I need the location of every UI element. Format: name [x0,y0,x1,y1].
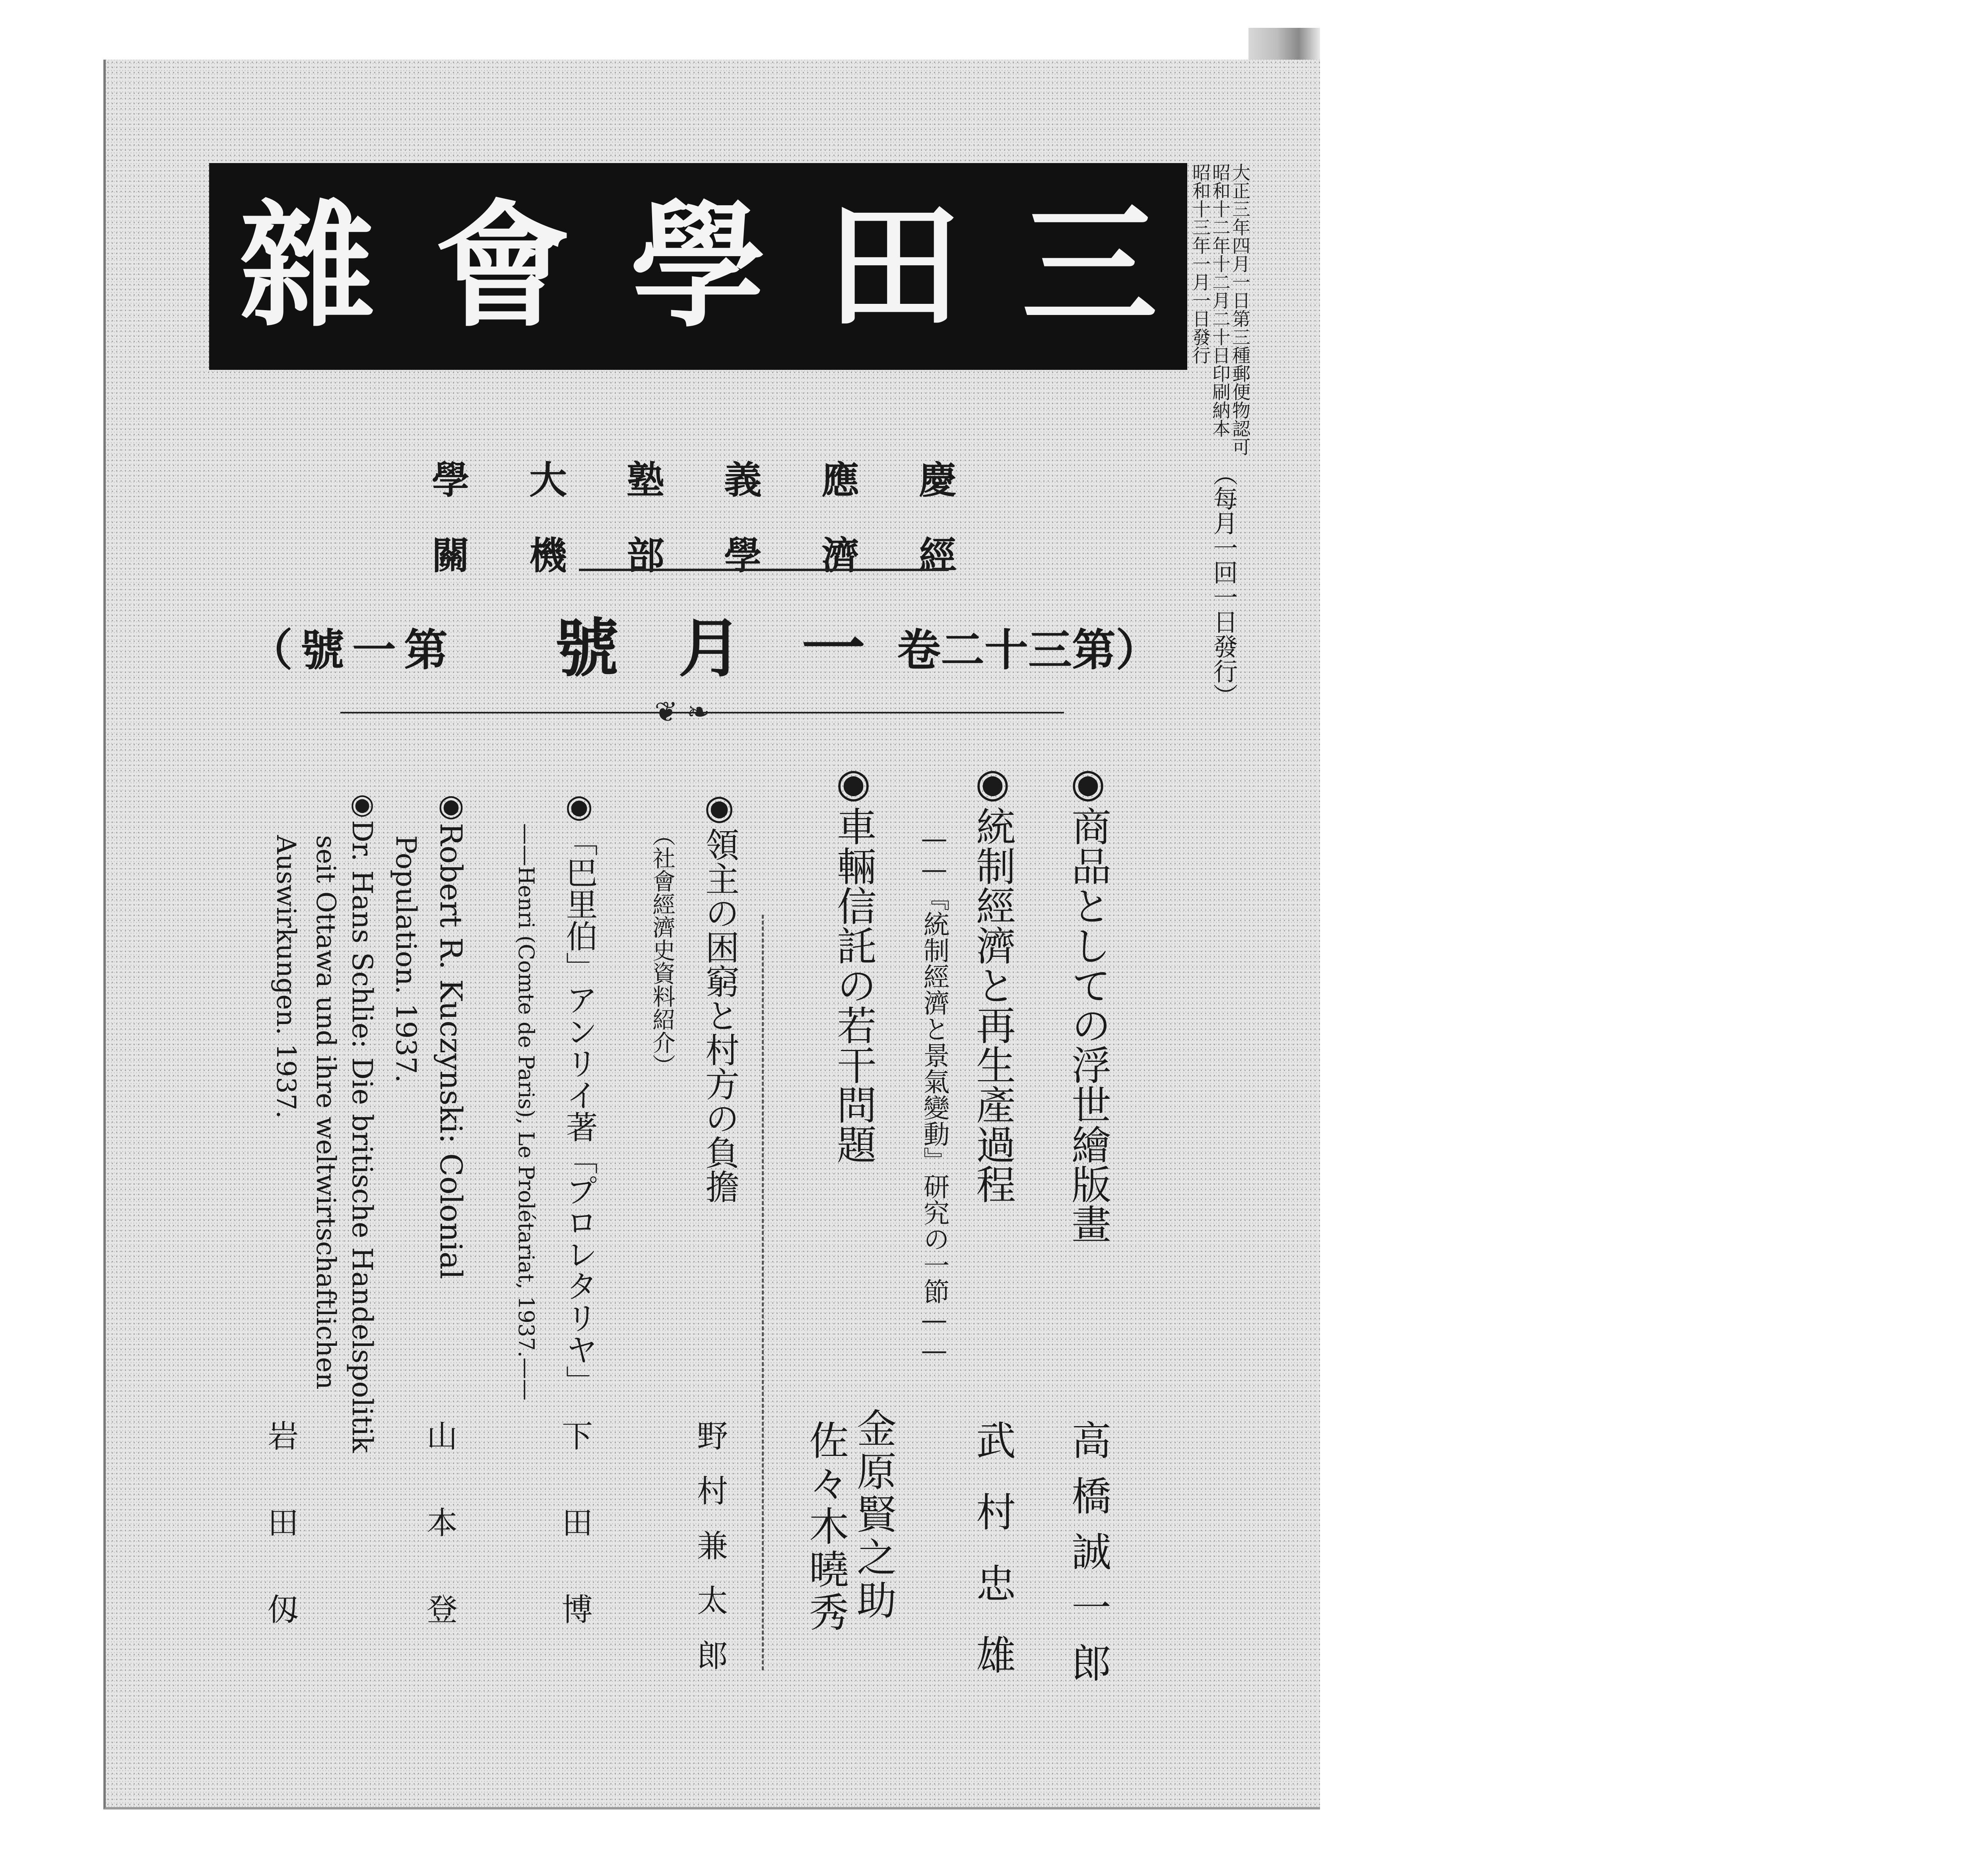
registration-line-2: 昭和十二年十二月二十日印刷納本 [1209,163,1231,437]
masthead-char: 雜 [239,187,375,346]
contents-subtitle-4: （社會經濟史資料紹介） [648,823,676,1077]
magazine-cover [103,60,1320,1809]
masthead [209,163,1187,370]
contents-subtitle-7a: seit Ottawa und ihre weltwirtschaftlichen [311,835,341,1390]
masthead-char: 三 [1022,187,1157,346]
contents-author-2: 武村忠雄 [969,1420,1016,1706]
publication-frequency: （每月一回一日發行） [1209,461,1238,708]
contents-title-3: ◉車輛信託の若干問題 [830,760,877,1164]
publisher-line-2: 經濟學部機關 [432,534,1017,578]
contents-author-6: 山本登 [421,1420,457,1680]
publisher-line-1: 慶應義塾大學 [432,458,1017,502]
contents-author-4: 野村兼太郎 [692,1420,728,1694]
contents-title-6: ◉Robert R. Kuczynski: Colonial [433,787,469,1279]
contents-author-7: 岩田仭 [262,1420,298,1680]
masthead-char: 田 [826,187,961,346]
registration-line-1: 大正三年四月一日第三種郵便物認可 [1229,163,1251,456]
contents-subtitle-7b: Auswirkungen. 1937. [271,835,301,1119]
registration-line-3: 昭和十三年一月一日發行 [1190,163,1211,364]
masthead-char: 學 [631,187,766,346]
contents-title-4: ◉領主の困窮と村方の負擔 [699,787,739,1203]
contents-title-2: ◉統制經濟と再生產過程 [969,760,1016,1204]
issue-number: 第一號） [249,624,456,676]
contents-author-1: 高橋誠一郎 [1065,1420,1111,1698]
dashed-separator [762,915,764,1670]
ornamental-rule [579,569,949,571]
contents-author-3b: 佐々木曉秀 [802,1420,849,1634]
contents-title-7: ◉Dr. Hans Schlie: Die britische Handelspolitik [346,787,379,1453]
contents-author-5: 下田博 [557,1420,592,1680]
issue-volume: （第三十二卷 [897,624,1159,676]
contents-subtitle-2: ——『統制經濟と景氣變動』研究の一節—— [919,823,949,1366]
contents-title-1: ◉商品としての浮世繪版畫 [1065,760,1111,1244]
contents-subtitle-6: Population. 1937. [390,835,422,1083]
issue-month: 一月號 [555,611,925,686]
ornament-flourish: ❦ ❧ [654,696,710,728]
contents-title-5: ◉「巴里伯」アンリイ著「プロレタリヤ」 [561,787,598,1397]
masthead-char: 會 [435,187,570,346]
contents-subtitle-5: ——Henri (Comte de Paris), Le Prolétariat, 1937.—— [514,823,539,1401]
contents-author-3a: 金原賢之助 [850,1408,897,1623]
